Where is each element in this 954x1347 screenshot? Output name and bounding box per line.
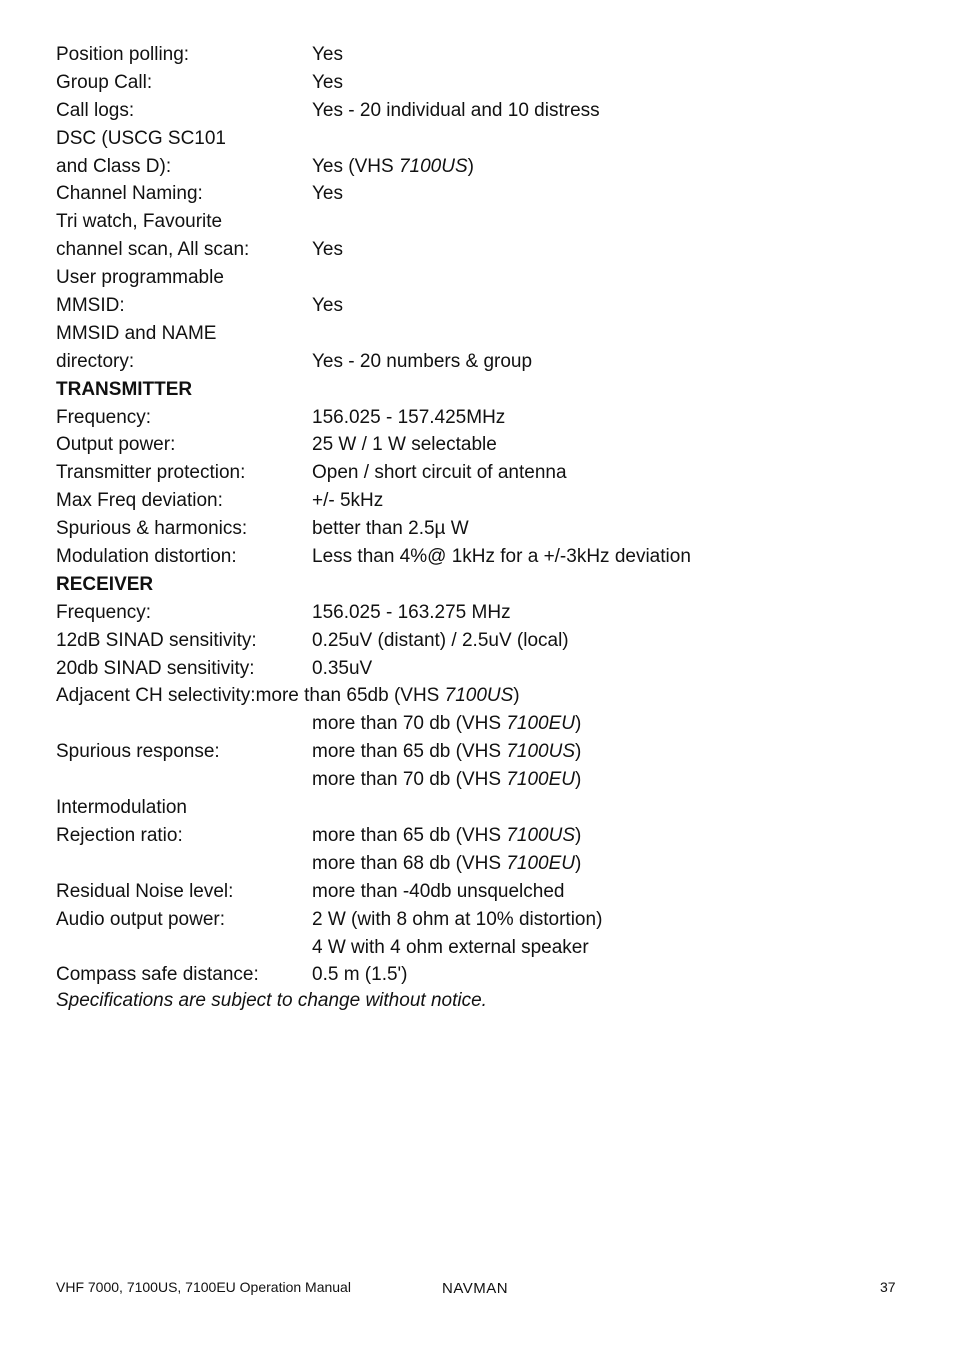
spec-value: 0.25uV (distant) / 2.5uV (local) bbox=[312, 629, 569, 651]
spec-row bbox=[56, 264, 916, 292]
spec-value: Yes - 20 individual and 10 distress bbox=[312, 99, 600, 121]
spec-label: Frequency: bbox=[56, 601, 152, 623]
spec-row bbox=[56, 404, 916, 432]
spec-label: Compass safe distance: bbox=[56, 964, 259, 986]
spec-row bbox=[56, 459, 916, 487]
spec-value: 25 W / 1 W selectable bbox=[312, 434, 497, 456]
spec-label: Position polling: bbox=[56, 44, 190, 65]
spec-row bbox=[56, 292, 916, 320]
spec-row bbox=[56, 236, 916, 264]
spec-row bbox=[56, 41, 916, 69]
spec-row bbox=[56, 180, 916, 208]
spec-label: and Class D): bbox=[56, 155, 172, 177]
footer-brand-logo: NAVMAN bbox=[442, 1280, 509, 1297]
spec-value: 156.025 - 157.425MHz bbox=[312, 406, 506, 428]
spec-value: Yes bbox=[312, 239, 343, 261]
spec-row bbox=[56, 125, 916, 153]
spec-value: more than 65 db (VHS 7100US) bbox=[312, 741, 582, 763]
spec-label: Tri watch, Favourite bbox=[56, 211, 223, 233]
footer-page-number: 37 bbox=[880, 1279, 896, 1295]
spec-row bbox=[56, 208, 916, 236]
spec-label: Channel Naming: bbox=[56, 183, 203, 205]
spec-list bbox=[56, 41, 916, 989]
spec-value: Yes bbox=[312, 44, 343, 65]
spec-label: 20db SINAD sensitivity: bbox=[56, 657, 255, 679]
spec-value: 156.025 - 163.275 MHz bbox=[312, 601, 511, 623]
footer-manual-title: VHF 7000, 7100US, 7100EU Operation Manual bbox=[56, 1279, 351, 1295]
spec-value: Yes bbox=[312, 183, 343, 205]
section-heading-transmitter: TRANSMITTER bbox=[56, 378, 193, 400]
spec-label: MMSID and NAME bbox=[56, 322, 217, 344]
spec-label: Audio output power: bbox=[56, 908, 226, 930]
spec-label: DSC (USCG SC101 bbox=[56, 127, 226, 149]
spec-value: more than 70 db (VHS 7100EU) bbox=[312, 713, 582, 735]
spec-row bbox=[56, 431, 916, 459]
spec-row bbox=[56, 710, 916, 738]
spec-value: more than 65 db (VHS 7100US) bbox=[312, 824, 582, 846]
spec-value: +/- 5kHz bbox=[312, 490, 384, 512]
spec-value: Yes - 20 numbers & group bbox=[312, 350, 533, 372]
spec-label: Spurious & harmonics: bbox=[56, 518, 248, 540]
spec-row bbox=[56, 794, 916, 822]
spec-row bbox=[56, 320, 916, 348]
spec-value: Yes (VHS 7100US) bbox=[312, 155, 474, 177]
spec-label: Max Freq deviation: bbox=[56, 490, 223, 512]
spec-label: Group Call: bbox=[56, 71, 153, 93]
spec-label: Residual Noise level: bbox=[56, 880, 234, 902]
spec-row bbox=[56, 906, 916, 934]
spec-label: User programmable bbox=[56, 267, 224, 289]
spec-row bbox=[56, 878, 916, 906]
spec-label: Transmitter protection: bbox=[56, 462, 246, 484]
spec-row bbox=[56, 655, 916, 683]
spec-value: more than 68 db (VHS 7100EU) bbox=[312, 852, 582, 874]
spec-label: Call logs: bbox=[56, 99, 135, 121]
disclaimer-note: Specifications are subject to change without notice. bbox=[56, 990, 487, 1011]
spec-row bbox=[56, 850, 916, 878]
spec-value: more than -40db unsquelched bbox=[312, 880, 565, 902]
spec-row bbox=[56, 515, 916, 543]
spec-value: Open / short circuit of antenna bbox=[312, 462, 567, 484]
spec-label: Spurious response: bbox=[56, 741, 220, 763]
spec-row bbox=[56, 543, 916, 571]
spec-value: Yes bbox=[312, 71, 343, 93]
spec-label: Output power: bbox=[56, 434, 176, 456]
spec-row bbox=[56, 97, 916, 125]
spec-row bbox=[56, 934, 916, 962]
spec-label: Intermodulation bbox=[56, 797, 187, 819]
spec-label: channel scan, All scan: bbox=[56, 239, 250, 261]
spec-value: better than 2.5µ W bbox=[312, 518, 469, 540]
spec-row bbox=[56, 627, 916, 655]
spec-value: 4 W with 4 ohm external speaker bbox=[312, 936, 589, 958]
spec-label: Modulation distortion: bbox=[56, 546, 237, 568]
spec-value: 2 W (with 8 ohm at 10% distortion) bbox=[312, 908, 603, 930]
spec-value: more than 70 db (VHS 7100EU) bbox=[312, 769, 582, 791]
spec-label: Adjacent CH selectivity: bbox=[56, 685, 256, 707]
spec-row bbox=[56, 738, 916, 766]
spec-row bbox=[56, 348, 916, 376]
spec-value: more than 65db (VHS 7100US) bbox=[255, 685, 520, 707]
spec-value: 0.35uV bbox=[312, 657, 373, 679]
section-heading-receiver: RECEIVER bbox=[56, 573, 154, 595]
spec-row bbox=[56, 961, 916, 989]
spec-value: 0.5 m (1.5') bbox=[312, 964, 408, 986]
spec-label: Frequency: bbox=[56, 406, 152, 428]
spec-row bbox=[56, 682, 916, 710]
spec-row bbox=[56, 599, 916, 627]
spec-value: Yes bbox=[312, 295, 343, 317]
spec-label: Rejection ratio: bbox=[56, 824, 183, 846]
spec-value: Less than 4%@ 1kHz for a +/-3kHz deviation bbox=[312, 546, 691, 568]
spec-row bbox=[56, 487, 916, 515]
spec-row bbox=[56, 69, 916, 97]
spec-label: directory: bbox=[56, 350, 135, 372]
spec-row bbox=[56, 822, 916, 850]
spec-row bbox=[56, 153, 916, 181]
spec-row bbox=[56, 766, 916, 794]
spec-label: MMSID: bbox=[56, 295, 125, 317]
spec-label: 12dB SINAD sensitivity: bbox=[56, 629, 257, 651]
